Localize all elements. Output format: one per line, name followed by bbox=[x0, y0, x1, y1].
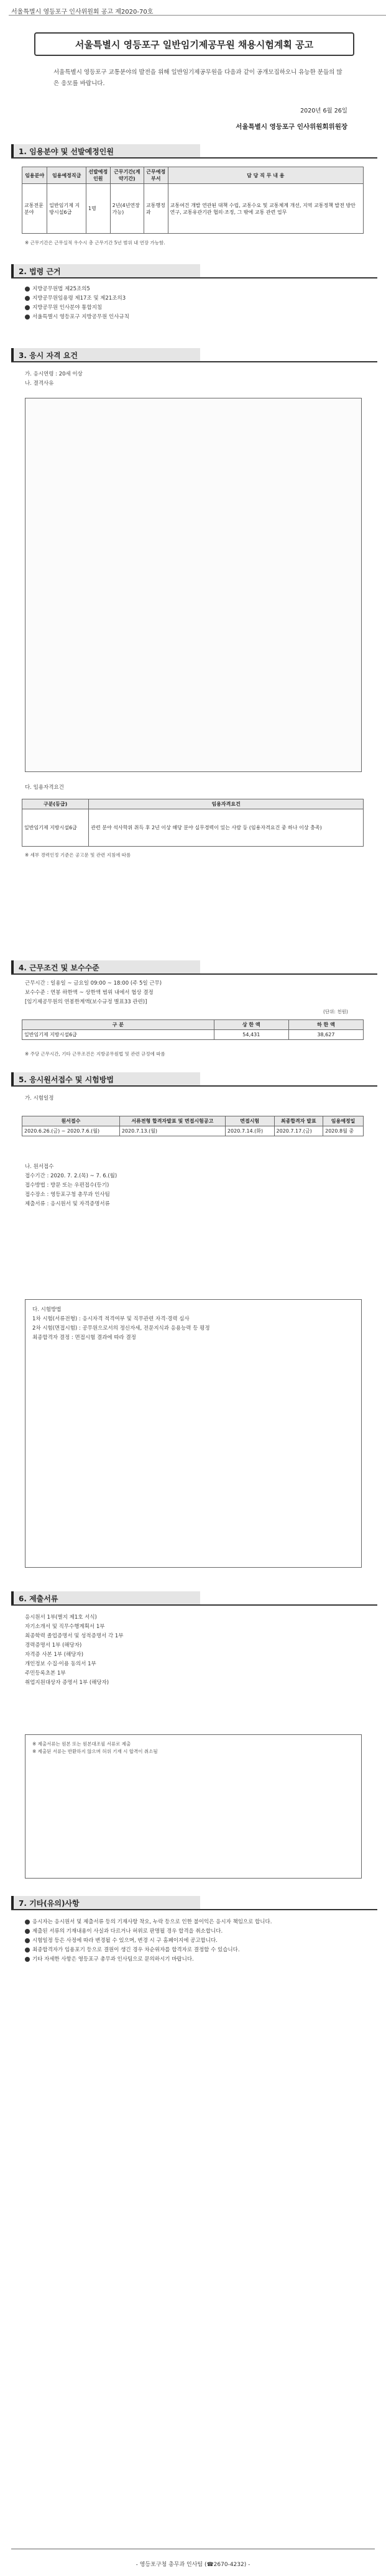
col-header: 원서접수 bbox=[22, 1116, 120, 1126]
list-item: 나. 결격사유 bbox=[25, 380, 54, 387]
section-7-header bbox=[11, 1896, 375, 1910]
list-item: 다. 임용자격요건 bbox=[25, 784, 64, 791]
list-item: 취업지원대상자 증명서 1부 (해당자) bbox=[25, 1680, 109, 1686]
list-item: 근무시간 : 일용일 ~ 금요일 09:00 ~ 18:00 (주 5일 근무) bbox=[25, 980, 162, 987]
table-cell: 일반임기제 지방시설6급 bbox=[22, 809, 89, 847]
list-item: 자기소개서 및 직무수행계획서 1부 bbox=[25, 1624, 105, 1630]
apply-info bbox=[25, 1162, 361, 1209]
bullet-icon bbox=[25, 287, 30, 292]
table-cell: 2020.8월 중 bbox=[323, 1126, 364, 1136]
section-6-title: 6. 제출서류 bbox=[19, 1594, 58, 1603]
col-header: 임용예정일 bbox=[323, 1116, 364, 1126]
salary-table bbox=[22, 1019, 364, 1040]
sec4-note: ※ 주당 근무시간, 기타 근무조건은 지방공무원법 및 관련 규정에 따름 bbox=[25, 1051, 165, 1057]
col-header: 임용분야 bbox=[22, 167, 47, 184]
list-item: 최종합격자가 임용포기 등으로 결원이 생긴 경우 차순위자를 합격자로 결정할 수 있습니다. bbox=[25, 1946, 361, 1955]
col-header: 상 한 액 bbox=[214, 1020, 288, 1030]
table-cell: 54,431 bbox=[214, 1030, 288, 1040]
announcement-date: 2020년 6월 26일 bbox=[300, 108, 347, 114]
list-item: 서울특별시 영등포구 지방공무원 인사규칙 bbox=[25, 313, 361, 322]
col-header: 담 당 직 무 내 용 bbox=[168, 167, 363, 184]
list-item: 1차 시험(서류전형) : 응시자격 적격여부 및 직무관련 자격·경력 심사 bbox=[32, 1316, 190, 1322]
col-header: 임용예정직급 bbox=[47, 167, 86, 184]
col-header: 면접시험 bbox=[225, 1116, 274, 1126]
section-2-title: 2. 법령 근거 bbox=[19, 267, 61, 276]
sec1-note: ※ 근무기간은 근무실적 우수시 총 근무기간 5년 범위 내 연장 가능함. bbox=[25, 240, 165, 246]
list-item: 자격증 사본 1부 (해당자) bbox=[25, 1652, 84, 1658]
table-cell: 교통여건 개발 연관된 대책 수립, 교통수요 및 교통체계 개선, 지역 교통정책 발전 방안 연구, 교통유관기관 협의·조정, 그 밖에 교통 관련 업무 bbox=[168, 184, 363, 234]
list-item: 가. 응시연령 : 20세 이상 bbox=[25, 371, 83, 377]
list-item: ※ 제출된 서류는 반환하지 않으며 허위 기재 시 합격이 취소됨 bbox=[32, 1749, 158, 1754]
list-item: 응시자는 응시원서 및 제출서류 등의 기재사항 착오, 누락 등으로 인한 불이익은 응시자 책임으로 합니다. bbox=[25, 1918, 361, 1927]
table-cell: 1명 bbox=[86, 184, 110, 234]
disqualification-box bbox=[25, 398, 362, 772]
bullet-icon bbox=[25, 1920, 30, 1925]
bullet-icon bbox=[25, 305, 30, 310]
intro-text: 서울특별시 영등포구 교통분야의 발전을 위해 일반임기제공무원을 다음과 같이 공개모집하오니 유능한 분들의 많은 응모를 바랍니다. bbox=[53, 69, 342, 87]
list-item: 2차 시험(면접시험) : 공무원으로서의 정신자세, 전문지식과 응용능력 등 평정 bbox=[32, 1325, 210, 1332]
col-header: 구 분 bbox=[22, 1020, 214, 1030]
list-item: 경력증명서 1부 (해당자) bbox=[25, 1642, 82, 1649]
col-header: 구분(등급) bbox=[22, 799, 89, 809]
list-item: 시험일정 등은 사정에 따라 변경될 수 있으며, 변경 시 구 홈페이지에 공고합니다. bbox=[25, 1936, 361, 1946]
col-header: 선발예정인원 bbox=[86, 167, 110, 184]
col-header: 최종합격자 발표 bbox=[274, 1116, 323, 1126]
list-item: 나. 원서접수 bbox=[25, 1164, 54, 1170]
bullet-icon bbox=[25, 1948, 30, 1953]
list-item: 최종합격자 결정 : 면접시험 결과에 따라 결정 bbox=[32, 1335, 136, 1341]
section-4-header bbox=[11, 960, 375, 974]
bullet-icon bbox=[25, 1938, 30, 1943]
documents-notes bbox=[32, 1741, 356, 1755]
doc-label: 서울특별시 영등포구 인사위원회 공고 제2020-70호 bbox=[11, 6, 153, 16]
col-header: 하 한 액 bbox=[288, 1020, 363, 1030]
footer-contact: - 영등포구청 총무과 인사팀 (☎2670-4232) - bbox=[136, 2562, 250, 2568]
list-item: 최종학력 졸업증명서 및 성적증명서 각 1부 bbox=[25, 1633, 124, 1639]
notice-list bbox=[25, 1918, 361, 1964]
table-cell: 2020.6.26.(금) ~ 2020.7.6.(월) bbox=[22, 1126, 120, 1136]
col-header: 근무기간(계약기간) bbox=[110, 167, 144, 184]
list-item: 지방공무원법 제25조의5 bbox=[25, 285, 361, 294]
list-item: 주민등록초본 1부 bbox=[25, 1670, 66, 1677]
exam-method-list bbox=[32, 1305, 356, 1343]
list-item: 가. 시험일정 bbox=[25, 1095, 54, 1102]
recruitment-table bbox=[22, 167, 364, 234]
section-5-title: 5. 응시원서접수 및 시험방법 bbox=[19, 1075, 114, 1084]
list-item: 접수방법 : 방문 또는 우편접수(등기) bbox=[25, 1182, 109, 1189]
table-cell: 일반임기제 지방시설6급 bbox=[47, 184, 86, 234]
work-conditions bbox=[25, 979, 361, 1007]
table-cell: 2년(4년연장가능) bbox=[110, 184, 144, 234]
bullet-icon bbox=[25, 1957, 30, 1962]
list-item: [임기제공무원의 연봉한계액(보수규정 별표33 관련)] bbox=[25, 999, 147, 1005]
table-cell: 일반임기제 지방시설6급 bbox=[22, 1030, 214, 1040]
law-list bbox=[25, 285, 361, 322]
list-item: 개인정보 수집·이용 동의서 1부 bbox=[25, 1661, 96, 1667]
col-header: 근무예정부서 bbox=[144, 167, 168, 184]
section-4-title: 4. 근무조건 및 보수수준 bbox=[19, 964, 99, 972]
list-item: 접수기간 : 2020. 7. 2.(목) ~ 7. 6.(월) bbox=[25, 1173, 117, 1179]
table-cell: 2020.7.17.(금) bbox=[274, 1126, 323, 1136]
section-7-title: 7. 기타(유의)사항 bbox=[19, 1899, 80, 1908]
list-item: 지방공무원임용령 제17조 및 제21조의3 bbox=[25, 294, 361, 303]
table-cell: 38,627 bbox=[288, 1030, 363, 1040]
eligibility-list bbox=[25, 370, 361, 389]
list-item: 접수장소 : 영등포구청 총무과 인사팀 bbox=[25, 1192, 110, 1198]
table-cell: 2020.7.14.(화) bbox=[225, 1126, 274, 1136]
table-cell: 2020.7.13.(월) bbox=[119, 1126, 225, 1136]
col-header: 임용자격요건 bbox=[89, 799, 364, 809]
list-item: 보수수준 : 연봉 하한액 ~ 상한액 범위 내에서 협상 결정 bbox=[25, 990, 154, 996]
section-1-title: 1. 임용분야 및 선발예정인원 bbox=[19, 147, 114, 156]
list-item: 지방공무원 인사분야 통합지침 bbox=[25, 303, 361, 313]
section-5-header bbox=[11, 1072, 375, 1086]
qualification-table bbox=[22, 799, 364, 847]
section-2-header bbox=[11, 264, 375, 278]
list-item: 기타 자세한 사항은 영등포구 총무과 인사팀으로 문의하시기 바랍니다. bbox=[25, 1955, 361, 1964]
list-item: 제출서류 : 응시원서 및 자격증명서류 bbox=[25, 1201, 110, 1207]
unit-label: (단위: 천원) bbox=[323, 1009, 348, 1014]
list-item: 다. 시험방법 bbox=[32, 1307, 62, 1313]
notes-box bbox=[25, 1734, 362, 1879]
table-cell: 관련 분야 석사학위 취득 후 2년 이상 해당 분야 실무경력이 있는 사람 등 (임용자격요건 중 하나 이상 충족) bbox=[89, 809, 364, 847]
section-3-title: 3. 응시 자격 요건 bbox=[19, 351, 78, 360]
page-title: 서울특별시 영등포구 일반임기제공무원 채용시험계획 공고 bbox=[34, 32, 354, 56]
schedule-table bbox=[22, 1116, 364, 1136]
bullet-icon bbox=[25, 296, 30, 301]
list-item: ※ 제출서류는 원본 또는 원본대조필 서류로 제출 bbox=[32, 1741, 131, 1747]
section-6-header bbox=[11, 1591, 375, 1605]
list-item: 제출된 서류의 기재내용이 사실과 다르거나 허위로 판명될 경우 합격을 취소합니다. bbox=[25, 1927, 361, 1936]
table-cell: 교통행정과 bbox=[144, 184, 168, 234]
list-item: 응시원서 1부(별지 제1호 서식) bbox=[25, 1614, 97, 1621]
bullet-icon bbox=[25, 315, 30, 320]
issuer: 서울특별시 영등포구 인사위원회위원장 bbox=[236, 123, 347, 131]
bullet-icon bbox=[25, 1929, 30, 1934]
col-header: 서류전형 합격자발표 및 면접시험공고 bbox=[119, 1116, 225, 1126]
sec3-note: ※ 세부 경력인정 기준은 공고문 및 관련 지침에 따름 bbox=[25, 852, 131, 858]
section-3-header bbox=[11, 348, 375, 362]
documents-list bbox=[25, 1613, 361, 1688]
table-cell: 교통전문 분야 bbox=[22, 184, 47, 234]
section-1-header bbox=[11, 144, 375, 158]
